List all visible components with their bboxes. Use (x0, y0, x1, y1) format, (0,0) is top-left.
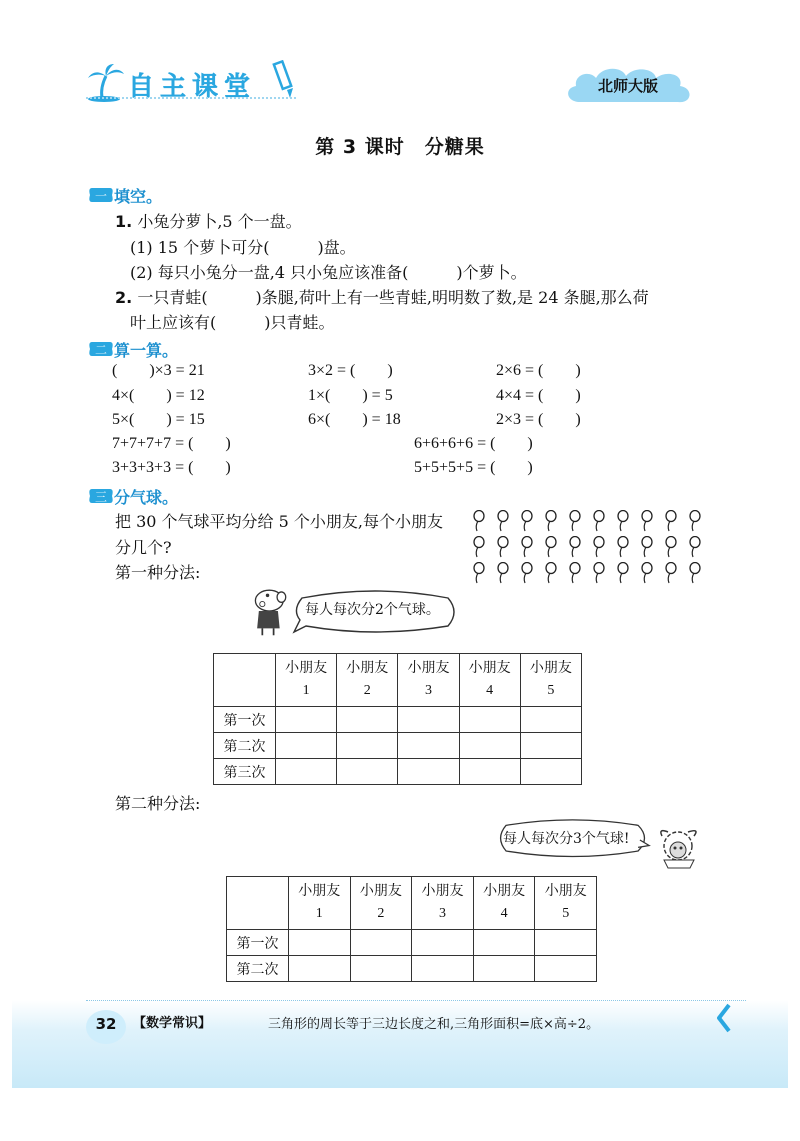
calc-1-1: ( )×3 = 21 (112, 362, 205, 379)
balloon-icon (542, 536, 558, 558)
answer-cell[interactable] (535, 956, 597, 982)
answer-cell[interactable] (535, 930, 597, 956)
calc-1-3: 2×6 = ( ) (496, 362, 581, 379)
footer-divider (86, 1000, 746, 1001)
question-2: 2. 一只青蛙( )条腿,荷叶上有一些青蛙,明明数了数,是 24 条腿,那么荷 (115, 288, 649, 307)
math-tip-label: 【数学常识】 (133, 1016, 212, 1031)
answer-cell[interactable] (520, 733, 581, 759)
speech-bubble-1-text: 每人每次分2个气球。 (305, 602, 440, 618)
table-row (214, 733, 582, 759)
svg-text:三: 三 (94, 490, 108, 504)
answer-cell[interactable] (398, 759, 459, 785)
answer-cell[interactable] (350, 956, 412, 982)
table2-col-3: 小朋友 3 (412, 877, 474, 930)
svg-text:一: 一 (94, 189, 108, 203)
page-number: 32 (95, 1015, 117, 1033)
answer-cell[interactable] (289, 956, 351, 982)
balloon-icon (590, 562, 606, 584)
balloon-problem-line-1: 把 30 个气球平均分给 5 个小朋友,每个小朋友 (115, 512, 443, 531)
answer-cell[interactable] (459, 733, 520, 759)
answer-cell[interactable] (412, 956, 474, 982)
table1-col-2: 小朋友 2 (337, 654, 398, 707)
brand-title: 自主课堂 (128, 72, 257, 102)
method-2-label: 第二种分法: (115, 794, 201, 813)
math-tip-text: 三角形的周长等于三边长度之和,三角形面积=底×高÷2。 (268, 1017, 600, 1032)
section-badge-3 (88, 487, 114, 505)
distribution-table-2 (226, 876, 597, 982)
calc-5-1: 3+3+3+3 = ( ) (112, 459, 231, 476)
distribution-table-1 (213, 653, 582, 785)
balloon-icon (470, 510, 486, 532)
calc-2-1: 4×( ) = 12 (112, 387, 205, 404)
balloon-icon (638, 562, 654, 584)
calc-2-2: 1×( ) = 5 (308, 387, 393, 404)
balloon-icon (518, 562, 534, 584)
answer-cell[interactable] (350, 930, 412, 956)
table-row (214, 759, 582, 785)
balloon-problem-line-2: 分几个? (115, 538, 172, 557)
table-row (227, 930, 597, 956)
balloon-icon (662, 562, 678, 584)
balloon-icon (494, 510, 510, 532)
method-1-label: 第一种分法: (115, 563, 201, 582)
edition-label: 北师大版 (597, 77, 658, 95)
balloon-icon (518, 510, 534, 532)
balloon-icon (638, 536, 654, 558)
calc-4-1: 7+7+7+7 = ( ) (112, 435, 231, 452)
answer-cell[interactable] (337, 707, 398, 733)
balloon-icon (686, 510, 702, 532)
balloon-icon (542, 510, 558, 532)
balloon-grid (470, 510, 720, 590)
answer-cell[interactable] (276, 733, 337, 759)
row-label: 第二次 (227, 956, 289, 982)
balloon-icon (662, 510, 678, 532)
answer-cell[interactable] (520, 759, 581, 785)
table1-col-1: 小朋友 1 (276, 654, 337, 707)
balloon-icon (686, 562, 702, 584)
row-label: 第一次 (214, 707, 276, 733)
balloon-icon (614, 562, 630, 584)
header-divider (86, 97, 296, 99)
question-1-2: (2) 每只小兔分一盘,4 只小兔应该准备( )个萝卜。 (130, 263, 527, 282)
balloon-icon (614, 536, 630, 558)
section-badge-1 (88, 186, 114, 204)
balloon-icon (566, 562, 582, 584)
answer-cell[interactable] (459, 707, 520, 733)
balloon-icon (614, 510, 630, 532)
row-label: 第三次 (214, 759, 276, 785)
balloon-icon (470, 536, 486, 558)
section-title-calculate: 算一算。 (114, 341, 179, 360)
answer-cell[interactable] (398, 733, 459, 759)
balloon-icon (494, 536, 510, 558)
balloon-icon (566, 510, 582, 532)
table2-col-2: 小朋友 2 (350, 877, 412, 930)
calc-3-1: 5×( ) = 15 (112, 411, 205, 428)
answer-cell[interactable] (459, 759, 520, 785)
calc-5-2: 5+5+5+5 = ( ) (414, 459, 533, 476)
answer-cell[interactable] (473, 930, 535, 956)
section-title-balloons: 分气球。 (114, 488, 179, 507)
table2-col-4: 小朋友 4 (473, 877, 535, 930)
table-row (227, 956, 597, 982)
page-title: 第 3 课时 分糖果 (315, 136, 485, 158)
answer-cell[interactable] (398, 707, 459, 733)
calc-3-2: 6×( ) = 18 (308, 411, 401, 428)
row-label: 第一次 (227, 930, 289, 956)
table2-col-5: 小朋友 5 (535, 877, 597, 930)
question-1-1: (1) 15 个萝卜可分( )盘。 (130, 238, 356, 257)
table1-col-5: 小朋友 5 (520, 654, 581, 707)
balloon-icon (470, 562, 486, 584)
table1-corner (214, 654, 276, 707)
table1-col-4: 小朋友 4 (459, 654, 520, 707)
palm-tree-icon (84, 62, 128, 102)
balloon-icon (590, 510, 606, 532)
sheep-character-icon (654, 826, 704, 870)
table-row (214, 707, 582, 733)
balloon-icon (542, 562, 558, 584)
answer-cell[interactable] (520, 707, 581, 733)
section-title-fill-in: 填空。 (114, 187, 163, 206)
answer-cell[interactable] (337, 733, 398, 759)
answer-cell[interactable] (276, 759, 337, 785)
calc-1-2: 3×2 = ( ) (308, 362, 393, 379)
balloon-icon (518, 536, 534, 558)
calc-3-3: 2×3 = ( ) (496, 411, 581, 428)
balloon-icon (686, 536, 702, 558)
calc-4-2: 6+6+6+6 = ( ) (414, 435, 533, 452)
table2-corner (227, 877, 289, 930)
answer-cell[interactable] (289, 930, 351, 956)
table1-col-3: 小朋友 3 (398, 654, 459, 707)
svg-text:二: 二 (94, 343, 108, 357)
pencil-icon (268, 60, 298, 100)
speech-bubble-2-text: 每人每次分3个气球! (503, 831, 630, 847)
table2-col-1: 小朋友 1 (289, 877, 351, 930)
question-1: 1. 小兔分萝卜,5 个一盘。 (115, 212, 302, 231)
chevron-left-icon (716, 1003, 732, 1033)
answer-cell[interactable] (412, 930, 474, 956)
question-2-continued: 叶上应该有( )只青蛙。 (130, 313, 335, 332)
balloon-icon (590, 536, 606, 558)
row-label: 第二次 (214, 733, 276, 759)
balloon-icon (638, 510, 654, 532)
section-badge-2 (88, 340, 114, 358)
balloon-icon (662, 536, 678, 558)
balloon-icon (494, 562, 510, 584)
answer-cell[interactable] (337, 759, 398, 785)
calc-2-3: 4×4 = ( ) (496, 387, 581, 404)
answer-cell[interactable] (276, 707, 337, 733)
answer-cell[interactable] (473, 956, 535, 982)
balloon-icon (566, 536, 582, 558)
